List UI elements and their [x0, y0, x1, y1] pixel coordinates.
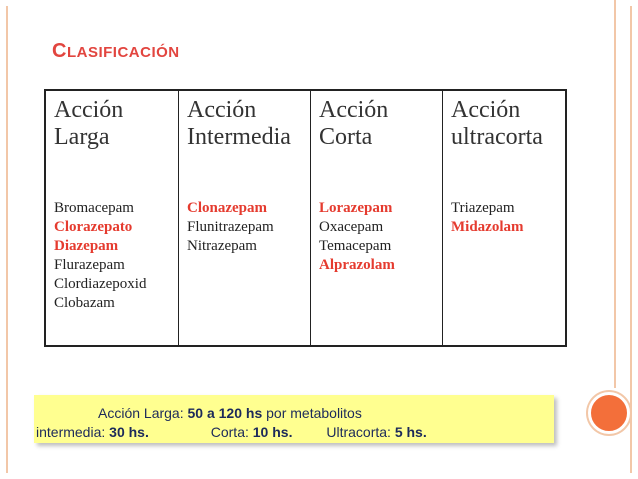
drug-list [187, 199, 302, 256]
note-larga-value: 50 a 120 hs [187, 405, 263, 421]
note-line-2 [36, 424, 427, 440]
note-larga-suffix: por metabolitos [266, 405, 362, 421]
drug-name: Temacepam [319, 238, 392, 254]
duration-note-box [34, 395, 554, 443]
drug-name: Midazolam [451, 219, 524, 235]
drug-name: Alprazolam [319, 257, 395, 273]
column-header-line: Acción [451, 97, 521, 123]
table-column-ultracorta [443, 91, 566, 346]
table-column-larga [46, 91, 179, 346]
note-intermedia-value: 30 hs. [109, 424, 149, 440]
drug-name: Lorazepam [319, 200, 393, 216]
title-initial: C [52, 40, 67, 62]
drug-name: Oxacepam [319, 219, 384, 235]
classification-table [44, 89, 567, 347]
table-column-corta [311, 91, 443, 346]
note-ultracorta-label: Ultracorta: [326, 424, 391, 440]
drug-list [319, 199, 434, 275]
drug-list [451, 199, 557, 237]
note-ultracorta-value: 5 hs. [394, 424, 427, 440]
column-header-line: Corta [319, 124, 373, 150]
drug-name: Nitrazepam [187, 238, 257, 254]
table-column-intermedia [179, 91, 311, 346]
drug-name: Flunitrazepam [187, 219, 274, 235]
note-line-1 [98, 405, 362, 421]
note-intermedia-label: intermedia: [36, 424, 106, 440]
drug-name: Flurazepam [54, 257, 125, 273]
note-corta-label: Corta: [210, 424, 249, 440]
column-header-line: Acción [319, 97, 389, 123]
drug-name: Diazepam [54, 238, 119, 254]
drug-name: Bromacepam [54, 200, 134, 216]
drug-name: Triazepam [451, 200, 515, 216]
slide-frame-accent-line [614, 0, 616, 388]
drug-name: Clorazepato [54, 219, 133, 235]
drug-name: Clonazepam [187, 200, 267, 216]
decorative-circle [588, 392, 630, 434]
drug-name: Clobazam [54, 295, 115, 311]
column-header-line: ultracorta [451, 124, 543, 150]
drug-list [54, 199, 170, 313]
column-header-line: Acción [187, 97, 257, 123]
slide-frame-right [630, 6, 632, 473]
slide-frame-left [6, 6, 8, 473]
title-rest: LASIFICACIÓN [66, 44, 180, 61]
note-corta-value: 10 hs. [252, 424, 293, 440]
column-header-line: Acción [54, 97, 124, 123]
page-title [52, 40, 180, 63]
note-larga-label: Acción Larga: [98, 405, 184, 421]
drug-name: Clordiazepoxid [54, 276, 147, 292]
column-header-line: Larga [54, 124, 110, 150]
column-header-line: Intermedia [187, 124, 291, 150]
